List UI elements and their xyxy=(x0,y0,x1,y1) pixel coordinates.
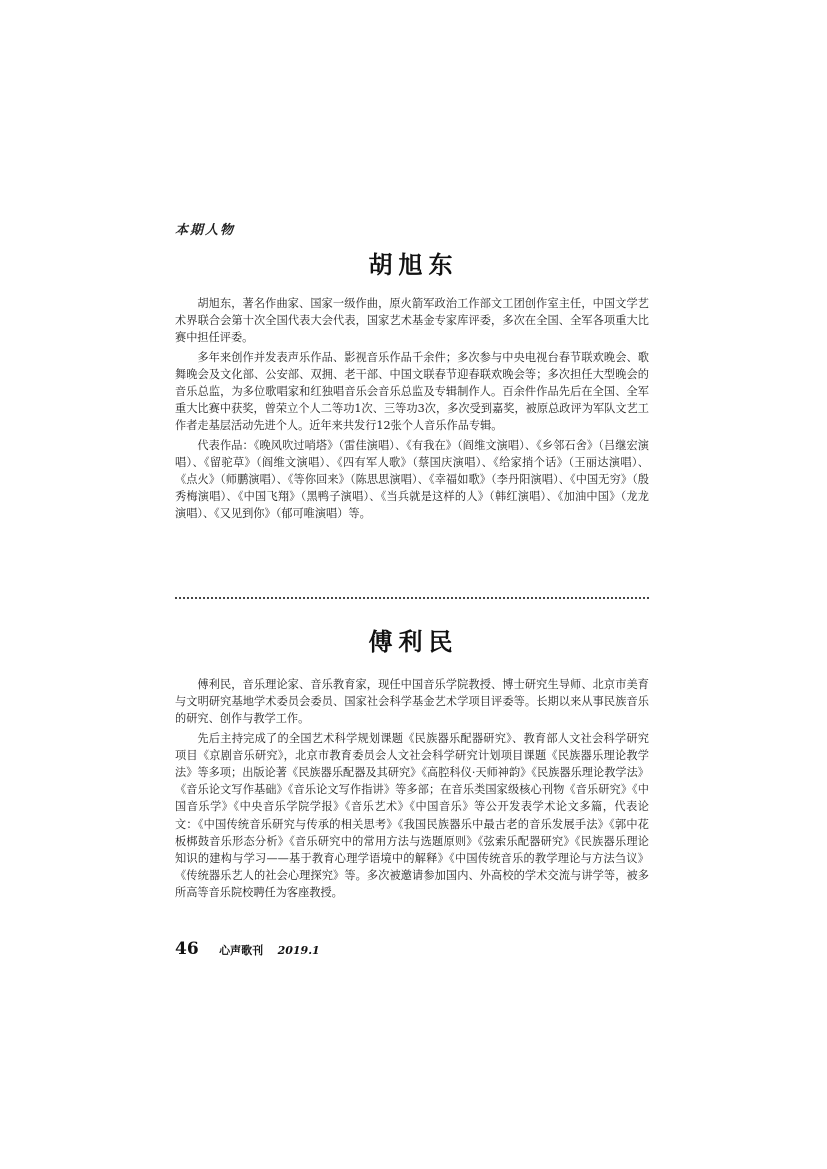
bio-section-2 xyxy=(175,676,649,904)
page-footer xyxy=(175,939,320,959)
bio-paragraph: 代表作品：《晚风吹过哨塔》（雷佳演唱）、《有我在》（阎维文演唱）、《乡邻石舍》（吕继宏演唱）、《留驼草》（阎维文演唱）、《四有军人歌》（蔡国庆演唱）、《给家捎个话》（王丽达演唱）、《点火》（师鹏演唱）、《等你回来》（陈思思演唱）、《幸福如歌》（李丹阳演唱）、《中国无穷》（殷秀梅演唱）、《中国飞翔》（黑鸭子演唱）、《当兵就是这样的人》（韩红演唱）、《加油中国》（龙龙演唱）、《又见到你》（郁可唯演唱）等。 xyxy=(175,438,649,521)
bio-paragraph: 傅利民，音乐理论家、音乐教育家，现任中国音乐学院教授、博士研究生导师、北京市美育与文明研究基地学术委员会委员、国家社会科学基金艺术学项目评委等。长期以来从事民族音乐的研究、创作与教学工作。 xyxy=(175,678,649,726)
page-number: 46 xyxy=(175,939,199,959)
column-tag: 本期人物 xyxy=(175,223,236,238)
journal-name: 心声歌刊 xyxy=(219,944,264,957)
person-name-1: 胡旭东 xyxy=(368,250,459,279)
bio-paragraph: 多年来创作并发表声乐作品、影视音乐作品千余件；多次参与中央电视台春节联欢晚会、歌舞晚会及文化部、公安部、双拥、老干部、中国文联春节迎春联欢晚会等；多次担任大型晚会的音乐总监，为多位歌唱家和红独唱音乐会音乐总监及专辑制作人。百余件作品先后在全国、全军重大比赛中获奖，曾荣立个人二等功1次、三等功3次，多次受到嘉奖，被原总政评为军队文艺工作者走基层活动先进个人。近年来共发行12张个人音乐作品专辑。 xyxy=(175,350,649,433)
bio-paragraph: 胡旭东，著名作曲家、国家一级作曲，原火箭军政治工作部文工团创作室主任，中国文学艺术界联合会第十次全国代表大会代表，国家艺术基金专家库评委，多次在全国、全军各项重大比赛中担任评委。 xyxy=(175,297,649,345)
issue-number: 2019.1 xyxy=(277,944,320,957)
bio-paragraph: 先后主持完成了的全国艺术科学规划课题《民族器乐配器研究》、教育部人文社会科学研究项目《京剧音乐研究》，北京市教育委员会人文社会科学研究计划项目课题《民族器乐理论教学法》等多项；出版论著《民族器乐配器及其研究》《高腔科仪·天师神韵》《民族器乐理论教学法》《音乐论文写作基础》《音乐论文写作指讲》等多部；在音乐类国家级核心刊物《音乐研究》《中国音乐学》《中央音乐学院学报》《音乐艺术》《中国音乐》等公开发表学术论文多篇，代表论文：《中国传统音乐研究与传承的相关思考》《我国民族器乐中最古老的音乐发展手法》《郭中花板梆鼓音乐形态分析》《音乐研究中的常用方法与选题原则》《弦索乐配器研究》《民族器乐理论知识的建构与学习——基于教育心理学语境中的解释》《中国传统音乐的教学理论与方法刍议》《传统器乐艺人的社会心理探究》等。多次被邀请参加国内、外高校的学术交流与讲学等，被多所高等音乐院校聘任为客座教授。 xyxy=(175,731,649,900)
section-divider xyxy=(175,597,649,599)
person-name-2: 傅利民 xyxy=(368,627,459,656)
bio-section-1 xyxy=(175,295,649,525)
